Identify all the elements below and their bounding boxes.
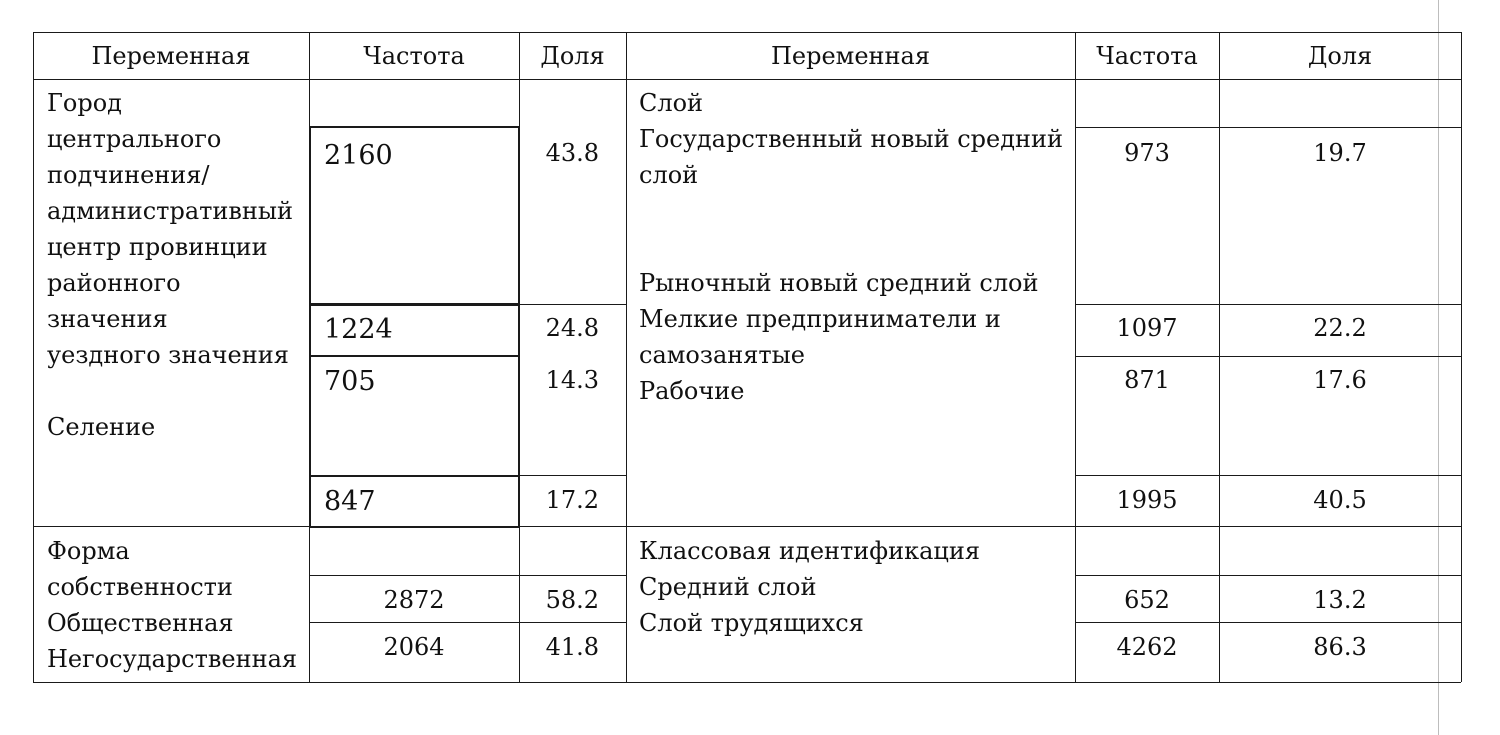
class-label-line: Средний слой	[639, 573, 817, 601]
class-row-line	[1075, 622, 1461, 623]
class-label-line: Слой трудящихся	[639, 609, 864, 637]
settlement-label-line: уездного значения	[47, 341, 289, 369]
settlement-frequency: 1224	[324, 314, 393, 345]
settlement-label-line: районного	[47, 269, 181, 297]
header-variable-right: Переменная	[770, 42, 930, 70]
stratum-label-line: Рабочие	[639, 377, 745, 405]
column-divider	[626, 32, 627, 682]
settlement-share: 24.8	[545, 314, 599, 342]
table-bottom-border	[33, 682, 1461, 683]
ownership-row-line	[309, 575, 626, 576]
settlement-row-line	[519, 475, 626, 476]
settlement-frequency: 705	[324, 366, 376, 397]
settlement-label-line: центрального	[47, 125, 222, 153]
stratum-label-line: слой	[639, 161, 699, 189]
stratum-share: 40.5	[1313, 486, 1367, 514]
header-share-right: Доля	[1307, 42, 1373, 70]
stratum-frequency: 1097	[1116, 314, 1178, 342]
ownership-label-line: Общественная	[47, 609, 234, 637]
ownership-share: 58.2	[545, 586, 599, 614]
header-share-left: Доля	[540, 42, 605, 70]
settlement-label-line: Селение	[47, 413, 156, 441]
stratum-frequency: 871	[1124, 366, 1170, 394]
stratum-label-line: Мелкие предприниматели и	[639, 305, 1001, 333]
stratum-frequency: 1995	[1116, 486, 1178, 514]
stratum-label-line: Слой	[639, 89, 704, 117]
settlement-label-line: значения	[47, 305, 168, 333]
header-frequency-right: Частота	[1096, 42, 1198, 70]
header-variable-left: Переменная	[91, 42, 251, 70]
class-frequency: 652	[1124, 586, 1170, 614]
stratum-frequency: 973	[1124, 139, 1170, 167]
settlement-frequency: 847	[324, 486, 376, 517]
stratum-label-line: Государственный новый средний	[639, 125, 1063, 153]
settlement-frequency: 2160	[324, 140, 393, 171]
settlement-label-line: центр провинции	[47, 233, 268, 261]
class-frequency: 4262	[1116, 633, 1178, 661]
settlement-row-line	[519, 304, 626, 305]
header-frequency-left: Частота	[363, 42, 465, 70]
class-share: 13.2	[1313, 586, 1367, 614]
settlement-label-line: административный	[47, 197, 294, 225]
table-right-border	[1461, 32, 1462, 682]
stratum-row-line	[1075, 475, 1461, 476]
settlement-share: 14.3	[545, 366, 599, 394]
ownership-row-line	[309, 622, 626, 623]
stratum-row-line	[1075, 304, 1461, 305]
section-divider	[33, 526, 1461, 527]
stratum-label-line: самозанятые	[639, 341, 805, 369]
class-label-line: Классовая идентификация	[639, 537, 980, 565]
ownership-share: 41.8	[545, 633, 599, 661]
stratum-share: 19.7	[1313, 139, 1367, 167]
settlement-label-line: подчинения/	[47, 161, 210, 189]
settlement-label-line: Город	[47, 89, 122, 117]
class-row-line	[1075, 575, 1461, 576]
stratum-label-line: Рыночный новый средний слой	[639, 269, 1039, 297]
ownership-frequency: 2064	[383, 633, 445, 661]
class-share: 86.3	[1313, 633, 1367, 661]
table-top-border	[33, 32, 1461, 33]
settlement-share: 17.2	[545, 486, 599, 514]
ownership-label-line: Негосударственная	[47, 645, 298, 673]
stratum-row-line	[1075, 127, 1461, 128]
stratum-row-line	[1075, 356, 1461, 357]
ownership-label-line: Форма	[47, 537, 130, 565]
table-left-border	[33, 32, 34, 682]
stratum-share: 17.6	[1313, 366, 1367, 394]
stratum-share: 22.2	[1313, 314, 1367, 342]
header-bottom-border	[33, 79, 1461, 80]
settlement-share: 43.8	[545, 139, 599, 167]
ownership-label-line: собственности	[47, 573, 233, 601]
ownership-frequency: 2872	[383, 586, 445, 614]
